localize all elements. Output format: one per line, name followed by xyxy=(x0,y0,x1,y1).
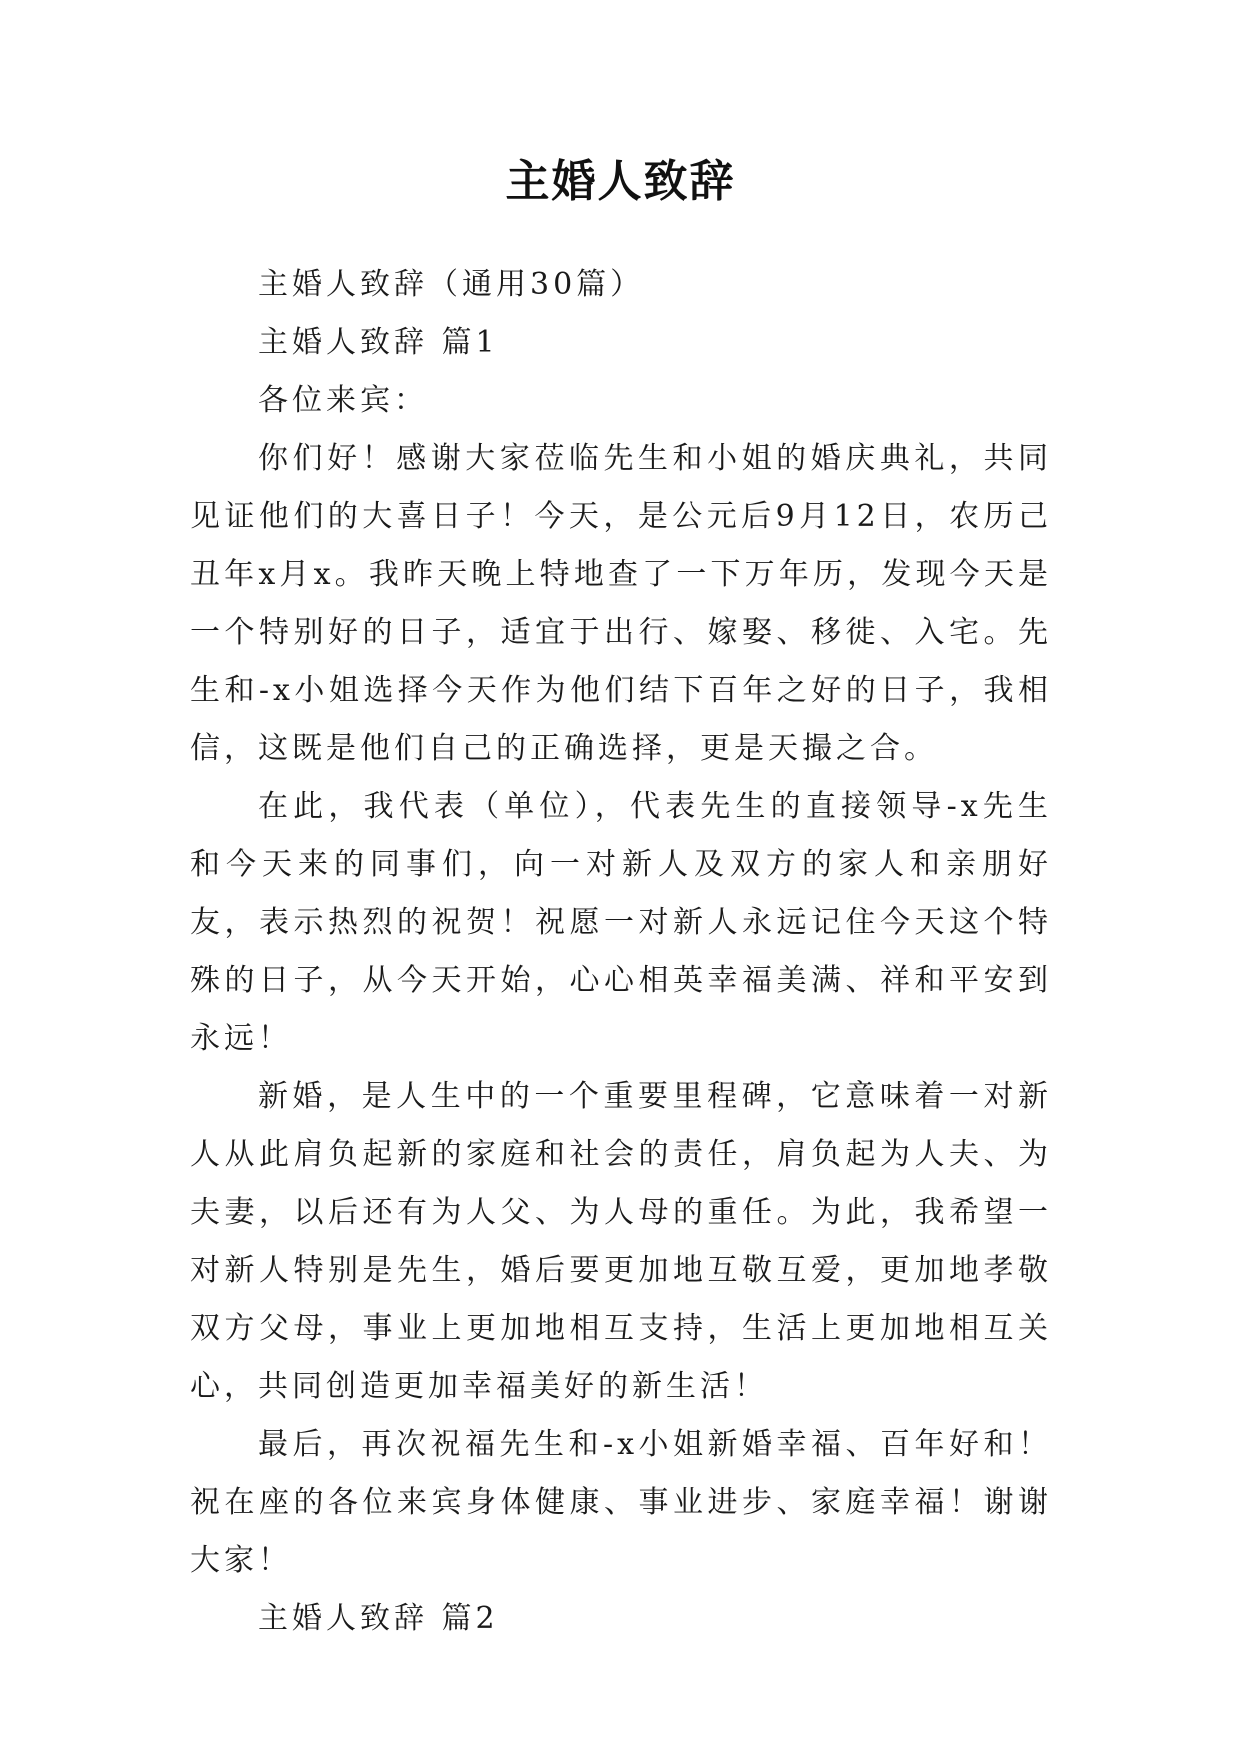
section-heading-2: 主婚人致辞 篇2 xyxy=(258,1601,499,1636)
document-title: 主婚人致辞 xyxy=(505,156,736,207)
body-paragraph: 在此，我代表（单位），代表先生的直接领导-x先生和今天来的同事们，向一对新人及双方的家人和亲朋好友，表示热烈的祝贺！祝愿一对新人永远记住今天这个特殊的日子，从今天开始，心心相英幸福美满、祥和平安到永远！ xyxy=(190,789,1052,1056)
salutation: 各位来宾： xyxy=(258,383,428,418)
body-paragraph: 最后，再次祝福先生和-x小姐新婚幸福、百年好和！祝在座的各位来宾身体健康、事业进步、家庭幸福！谢谢大家！ xyxy=(190,1427,1052,1578)
subtitle-collection: 主婚人致辞（通用30篇） xyxy=(258,267,645,302)
document-body xyxy=(190,256,1052,1648)
section-heading-1: 主婚人致辞 篇1 xyxy=(258,325,499,360)
body-paragraph: 新婚，是人生中的一个重要里程碑，它意味着一对新人从此肩负起新的家庭和社会的责任，肩负起为人夫、为夫妻，以后还有为人父、为人母的重任。为此，我希望一对新人特别是先生，婚后要更加地互敬互爱，更加地孝敬双方父母，事业上更加地相互支持，生活上更加地相互关心，共同创造更加幸福美好的新生活！ xyxy=(190,1079,1052,1404)
body-paragraph: 你们好！感谢大家莅临先生和小姐的婚庆典礼，共同见证他们的大喜日子！今天，是公元后9月12日，农历己丑年x月x。我昨天晚上特地查了一下万年历，发现今天是一个特别好的日子，适宜于出行、嫁娶、移徙、入宅。先生和-x小姐选择今天作为他们结下百年之好的日子，我相信，这既是他们自己的正确选择，更是天撮之合。 xyxy=(190,441,1052,766)
